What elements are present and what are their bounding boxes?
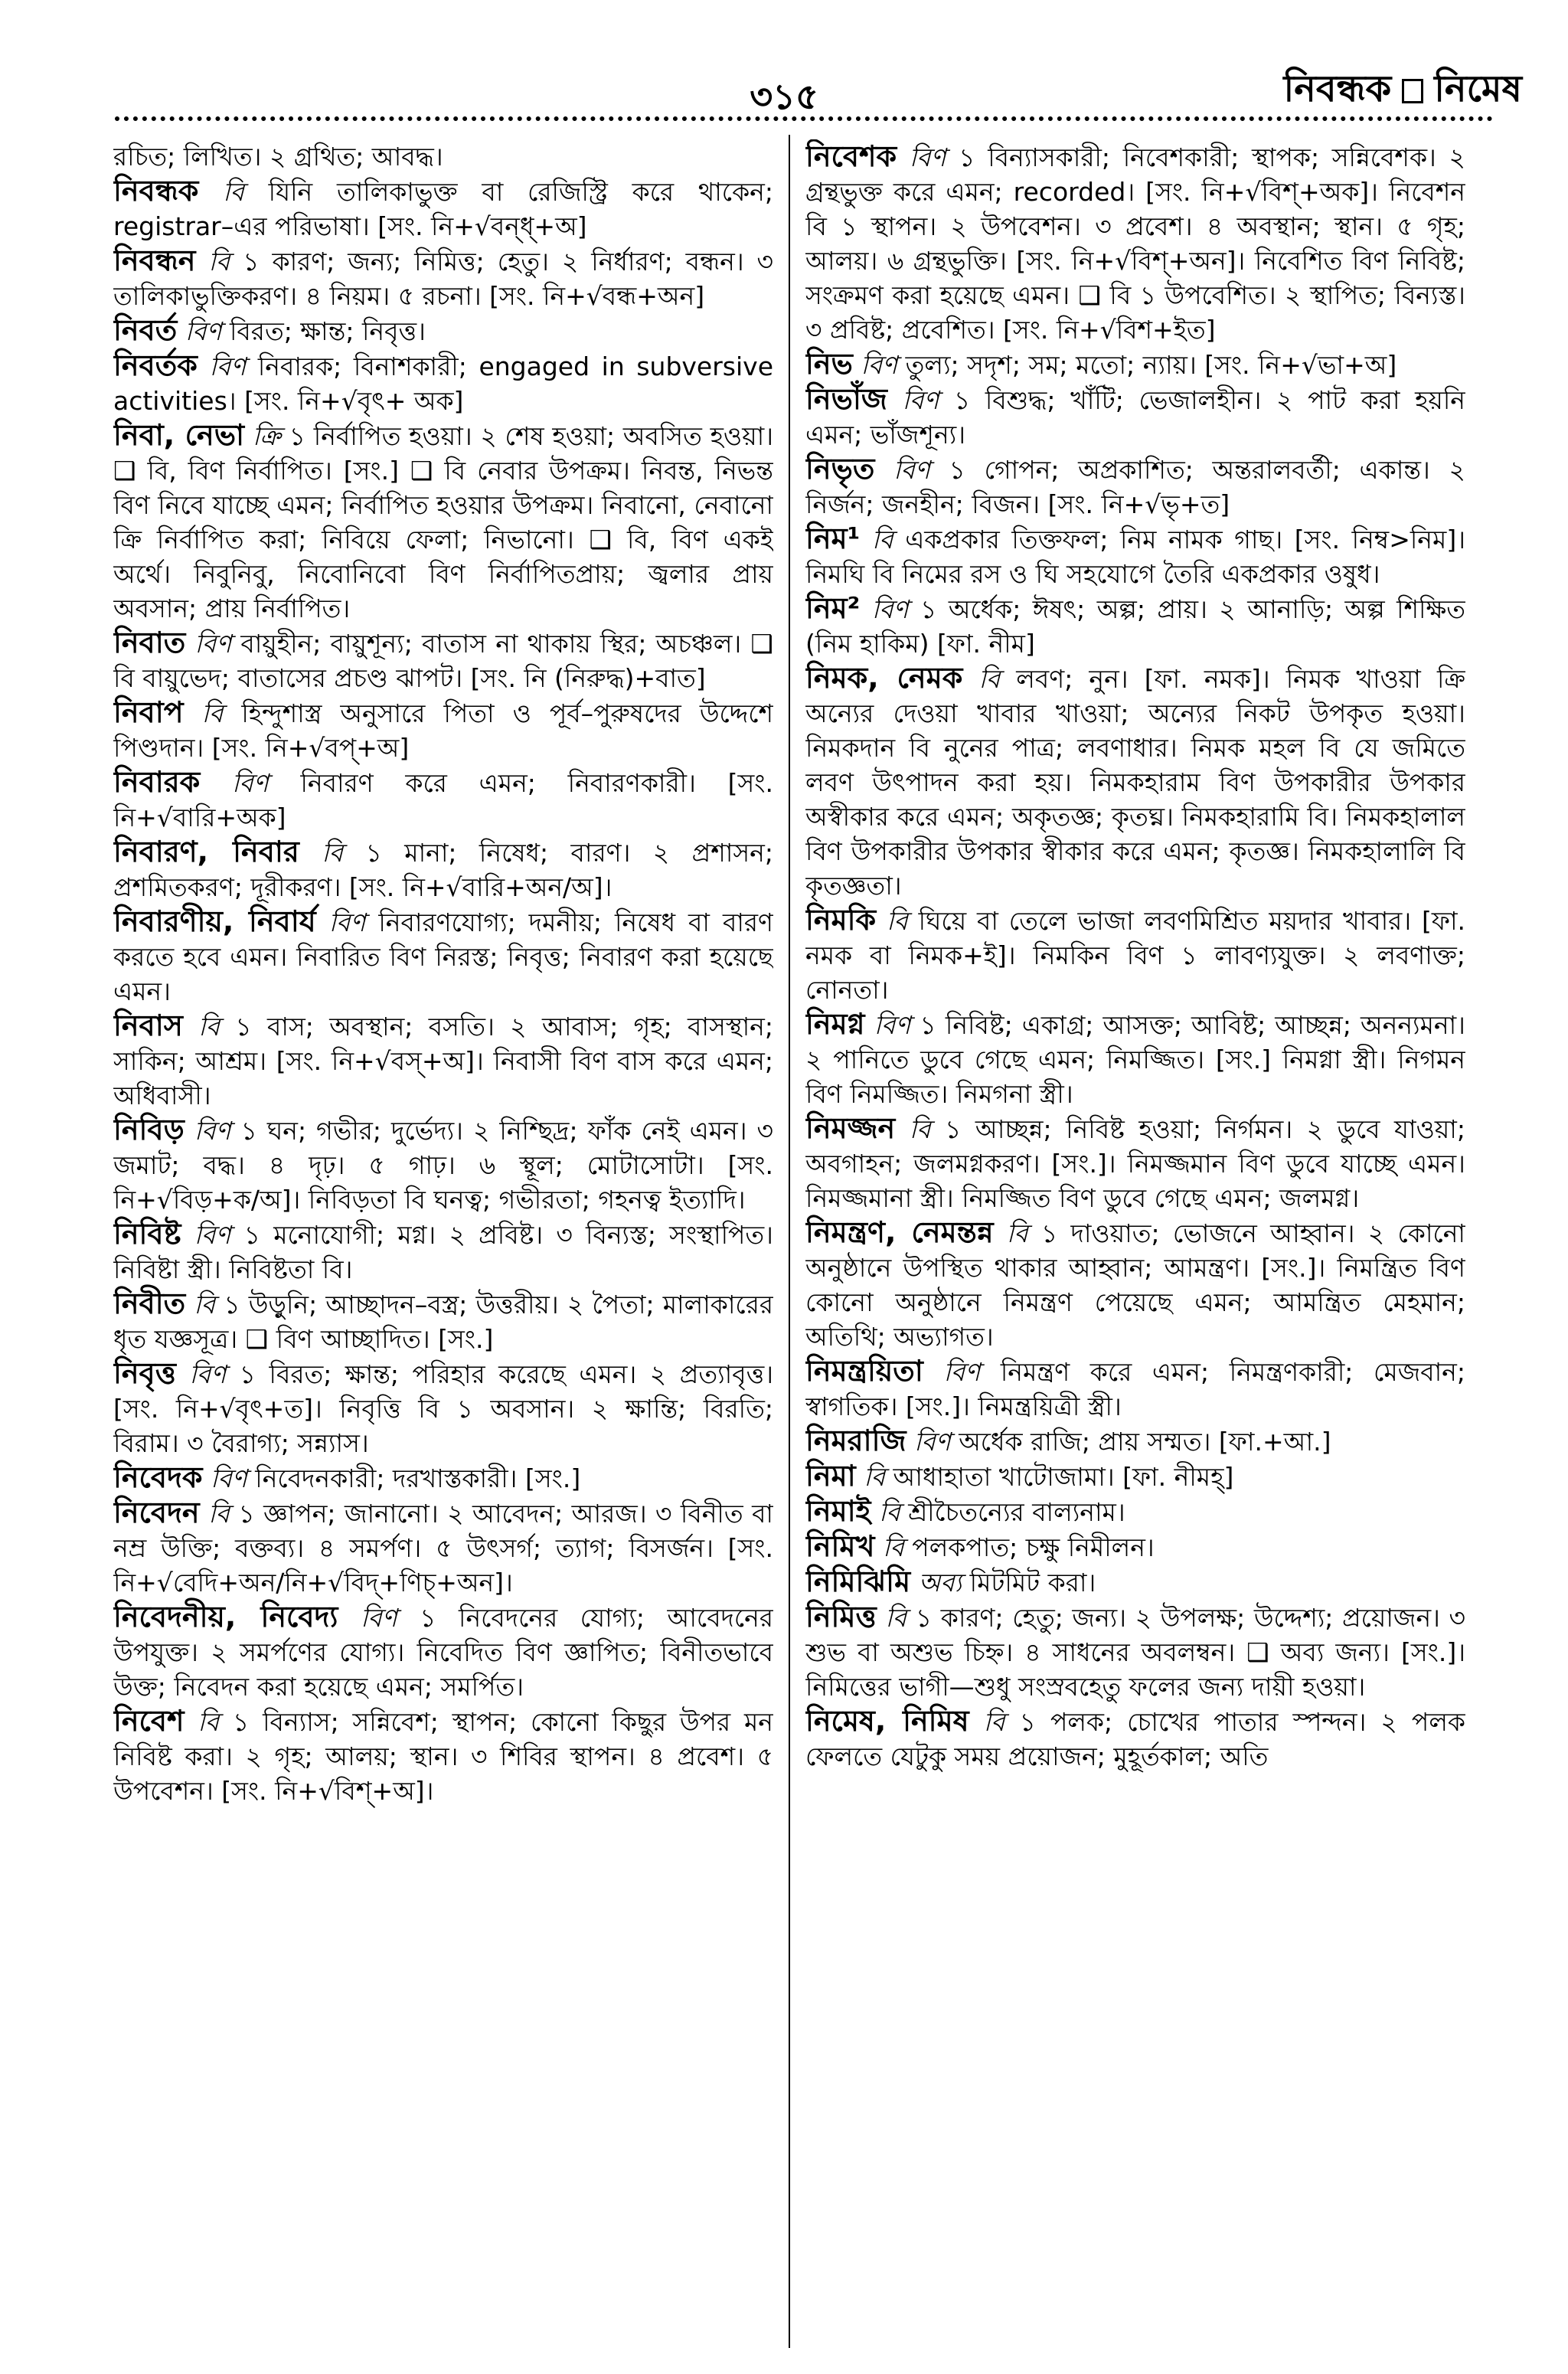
dictionary-entry (113, 835, 773, 904)
entry-part-of-speech: অব্য (918, 1568, 962, 1597)
dictionary-entry (805, 1215, 1465, 1354)
dictionary-entry (113, 1009, 773, 1113)
entry-headword: নিবর্তক (113, 348, 198, 382)
entry-headword: নিমন্ত্রণ, নেমন্তন্ন (805, 1215, 994, 1249)
dictionary-entry (805, 661, 1465, 903)
entry-part-of-speech: ক্রি (252, 421, 281, 451)
dictionary-entry (805, 1565, 1465, 1600)
entry-part-of-speech: বি (223, 177, 244, 207)
entry-headword: নিবীত (113, 1287, 186, 1320)
entry-headword: নিভৃত (805, 452, 875, 486)
entry-definition: আধাহাতা খাটোজামা। [ফা. নীমহ্] (893, 1462, 1234, 1492)
dictionary-entry (113, 1287, 773, 1356)
entry-part-of-speech: বি (983, 1707, 1005, 1737)
entry-headword: নিবারণ, নিবার (113, 835, 299, 868)
entry-part-of-speech: বিণ (194, 629, 232, 659)
dictionary-entry (805, 1354, 1465, 1424)
dictionary-entry (805, 1600, 1465, 1704)
entry-definition: লবণ; নুন। [ফা. নমক]। নিমক খাওয়া ক্রি অন্যের দেওয়া খাবার খাওয়া; অন্যের নিকট উপকৃত হওয়া। নিমকদান বি নুনের পাত্র; লবণাধার। নিমক মহল বি যে জমিতে লবণ উৎপাদন করা হয়। নিমকহারাম বিণ উপকারীর উপকার অস্বীকার করে এমন; অকৃতজ্ঞ; কৃতঘ্ন। নিমকহারামি বি। নিমকহালাল বিণ উপকারীর উপকার স্বীকার করে এমন; কৃতজ্ঞ। নিমকহালালি বি কৃতজ্ঞতা। (805, 664, 1465, 901)
first-guide-word: নিবন্ধক (1283, 67, 1392, 110)
entry-part-of-speech: বি (886, 906, 908, 936)
entry-headword: নিমিখ (805, 1529, 875, 1563)
entry-definition: ১ পলক; চোখের পাতার স্পন্দন। ২ পলক ফেলতে যেটুকু সময় প্রয়োজন; মুহূর্তকাল; অতি (805, 1707, 1465, 1771)
entry-definition: বায়ুহীন; বায়ুশূন্য; বাতাস না থাকায় স্থির; অচঞ্চল। ❑ বি বায়ুভেদ; বাতাসের প্রচণ্ড ঝাপট। [সং. নি (নিরুদ্ধ)+বাত] (113, 629, 773, 693)
entry-definition: ঘিয়ে বা তেলে ভাজা লবণমিশ্রিত ময়দার খাবার। [ফা. নমক বা নিমক+ই]। নিমকিন বিণ ১ লাবণ্যযুক্ত। ২ লবণাক্ত; নোনতা। (805, 906, 1465, 1005)
entry-part-of-speech: বিণ (913, 1427, 951, 1457)
entry-headword: নিমা (805, 1459, 856, 1493)
entry-definition: ১ গোপন; অপ্রকাশিত; অন্তরালবর্তী; একান্ত। ২ নির্জন; জনহীন; বিজন। [সং. নি+√ভৃ+ত] (805, 455, 1465, 519)
entry-definition: ১ নিবিষ্ট; একাগ্র; আসক্ত; আবিষ্ট; আচ্ছন্ন; অনন্যমনা। ২ পানিতে ডুবে গেছে এমন; নিমজ্জিত। [সং.] নিমগ্না স্ত্রী। নিগমন বিণ নিমজ্জিত। নিমগনা স্ত্রী। (805, 1010, 1465, 1109)
dictionary-entry (805, 1424, 1465, 1459)
entry-headword: নিবেদক (113, 1460, 203, 1494)
dictionary-entry (113, 1113, 773, 1217)
dictionary-entry (113, 695, 773, 765)
dictionary-entry (113, 765, 773, 835)
entry-definition: একপ্রকার তিক্তফল; নিম নামক গাছ। [সং. নিম্ব>নিম]। নিমঘি বি নিমের রস ও ঘি সহযোগে তৈরি একপ্রকার ওষুধ। (805, 525, 1465, 589)
dictionary-entry (805, 382, 1465, 452)
dictionary-entry (805, 1704, 1465, 1774)
entry-definition: ১ বিন্যাসকারী; নিবেশকারী; স্থাপক; সন্নিবেশক। ২ গ্রন্থভুক্ত করে এমন; recorded। [সং. নি+√বিশ্+অক]। নিবেশন বি ১ স্থাপন। ২ উপবেশন। ৩ প্রবেশ। ৪ অবস্থান; স্থান। ৫ গৃহ; আলয়। ৬ গ্রন্থভুক্তি। [সং. নি+√বিশ্+অন]। নিবেশিত বিণ নিবিষ্ট; সংক্রমণ করা হয়েছে এমন। ❑ বি ১ উপবেশিত। ২ স্থাপিত; বিন্যস্ত। ৩ প্রবিষ্ট; প্রবেশিত। [সং. নি+√বিশ+ইত] (805, 142, 1465, 345)
entry-definition: তুল্য; সদৃশ; সম; মতো; ন্যায়। [সং. নি+√ভা+অ] (905, 350, 1397, 380)
entry-definition: ১ ঘন; গভীর; দুর্ভেদ্য। ২ নিশ্ছিদ্র; ফাঁক নেই এমন। ৩ জমাট; বদ্ধ। ৪ দৃঢ়। ৫ গাঢ়। ৬ স্থূল; মোটাসোটা। [সং. নি+√বিড়+ক/অ]। নিবিড়তা বি ঘনত্ব; গভীরতা; গহনত্ব ইত্যাদি। (113, 1116, 773, 1215)
entry-part-of-speech: বি (194, 1290, 216, 1319)
dictionary-entry (805, 1111, 1465, 1215)
entry-headword: নিম² (805, 591, 861, 625)
dictionary-entry (805, 522, 1465, 591)
entry-definition: ১ জ্ঞাপন; জানানো। ২ আবেদন; আরজ। ৩ বিনীত বা নম্র উক্তি; বক্তব্য। ৪ সমর্পণ। ৫ উৎসর্গ; ত্যাগ; বিসর্জন। [সং. নি+√বেদি+অন/নি+√বিদ্+ণিচ্+অন]। (113, 1499, 773, 1597)
dictionary-entry (113, 1704, 773, 1808)
dictionary-entry (113, 904, 773, 1009)
entry-headword: নিম¹ (805, 522, 861, 555)
entry-headword: নিমগ্ন (805, 1007, 865, 1041)
entry-part-of-speech: বি (1006, 1218, 1028, 1248)
dictionary-entry (113, 174, 773, 244)
guide-separator (1402, 79, 1423, 103)
entry-headword: নিমেষ, নিমিষ (805, 1704, 969, 1738)
entry-part-of-speech: বি (909, 1114, 931, 1144)
entry-part-of-speech: বি (208, 247, 230, 276)
dictionary-entry (113, 1600, 773, 1704)
entry-part-of-speech: বি (322, 838, 344, 868)
entry-definition: ১ বাস; অবস্থান; বসতি। ২ আবাস; গৃহ; বাসস্থান; সাকিন; আশ্রম। [সং. নি+√বস্+অ]। নিবাসী বিণ বাস করে এমন; অধিবাসী। (113, 1012, 773, 1110)
entry-definition: ১ দাওয়াত; ভোজনে আহ্বান। ২ কোনো অনুষ্ঠানে উপস্থিত থাকার আহ্বান; আমন্ত্রণ। [সং.]। নিমন্ত্রিত বিণ কোনো অনুষ্ঠানে নিমন্ত্রণ পেয়েছে এমন; আমন্ত্রিত মেহমান; অতিথি; অভ্যাগত। (805, 1218, 1465, 1352)
entry-definition: শ্রীচৈতন্যের বাল্যনাম। (908, 1497, 1125, 1527)
dictionary-entry (805, 452, 1465, 522)
entry-definition: ১ বিশুদ্ধ; খাঁটি; ভেজালহীন। ২ পাট করা হয়নি এমন; ভাঁজশূন্য। (805, 385, 1465, 450)
entry-part-of-speech: বি (978, 664, 1001, 694)
entry-definition: ১ মানা; নিষেধ; বারণ। ২ প্রশাসন; প্রশমিতকরণ; দূরীকরণ। [সং. নি+√বারি+অন/অ]। (113, 838, 773, 902)
entry-definition: ১ নিবেদনের যোগ্য; আবেদনের উপযুক্ত। ২ সমর্পণের যোগ্য। নিবেদিত বিণ জ্ঞাপিত; বিনীতভাবে উক্ত; নিবেদন করা হয়েছে এমন; সমর্পিত। (113, 1603, 773, 1702)
entry-headword: নিবিড় (113, 1113, 185, 1146)
entry-part-of-speech: বিণ (185, 316, 222, 346)
entry-definition: ১ মনোযোগী; মগ্ন। ২ প্রবিষ্ট। ৩ বিন্যস্ত; সংস্থাপিত। নিবিষ্টা স্ত্রী। নিবিষ্টতা বি। (113, 1220, 773, 1284)
entry-headword: নিবেদনীয়, নিবেদ্য (113, 1600, 338, 1633)
dictionary-entry (805, 903, 1465, 1007)
dictionary-entry (805, 139, 1465, 347)
dictionary-entry (113, 348, 773, 418)
right-column (805, 139, 1465, 2345)
dictionary-entry (805, 1007, 1465, 1111)
entry-headword: নিবেদন (113, 1496, 200, 1529)
dictionary-entry (113, 244, 773, 313)
entry-definition: ১ বিরত; ক্ষান্ত; পরিহার করেছে এমন। ২ প্রত্যাবৃত্ত। [সং. নি+√বৃৎ+ত]। নিবৃত্তি বি ১ অবসান। ২ ক্ষান্তি; বিরতি; বিরাম। ৩ বৈরাগ্য; সন্ন্যাস। (113, 1359, 773, 1458)
entry-part-of-speech: বি (878, 1497, 900, 1527)
dictionary-entry (113, 1460, 773, 1496)
entry-part-of-speech: বি (208, 1499, 230, 1529)
entry-definition: অর্ধেক রাজি; প্রায় সম্মত। [ফা.+আ.] (959, 1427, 1331, 1457)
entry-definition: মিটমিট করা। (969, 1568, 1096, 1597)
dictionary-entry (805, 1459, 1465, 1494)
entry-definition: যিনি তালিকাভুক্ত বা রেজিস্ট্রি করে থাকেন; registrar–এর পরিভাষা। [সং. নি+√বন্ধ্+অ] (113, 177, 773, 241)
entry-headword: নিবেশ (113, 1704, 185, 1738)
entry-definition: ১ কারণ; হেতু; জন্য। ২ উপলক্ষ; উদ্দেশ্য; প্রয়োজন। ৩ শুভ বা অশুভ চিহ্ন। ৪ সাধনের অবলম্বন। ❑ অব্য জন্য। [সং.]। নিমিত্তের ভাগী—শুধু সংস্রবহেতু ফলের জন্য দায়ী হওয়া। (805, 1603, 1465, 1702)
entry-definition: নিবারক; বিনাশকারী; engaged in subversive activities। [সং. নি+√বৃৎ+ অক] (113, 352, 773, 416)
column-divider (789, 135, 790, 2348)
entry-part-of-speech: বি (198, 1012, 220, 1041)
entry-headword: নিমজ্জন (805, 1111, 896, 1145)
entry-headword: নিবারক (113, 765, 201, 799)
entry-part-of-speech: বি (885, 1603, 907, 1633)
dictionary-entry (113, 1496, 773, 1600)
entry-definition: বিরত; ক্ষান্ত; নিবৃত্ত। (229, 316, 426, 346)
entry-part-of-speech: বিণ (328, 907, 366, 937)
entry-part-of-speech: বিণ (231, 768, 269, 798)
header-rule (115, 116, 1493, 121)
entry-part-of-speech: বি (871, 525, 893, 554)
dictionary-entry (113, 626, 773, 695)
entry-definition: ১ নির্বাপিত হওয়া। ২ শেষ হওয়া; অবসিত হওয়া। ❑ বি, বিণ নির্বাপিত। [সং.] ❑ বি নেবার উপক্রম। নিবন্ত, নিভন্ত বিণ নিবে যাচ্ছে এমন; নির্বাপিত হওয়ার উপক্রম। নিবানো, নেবানো ক্রি নির্বাপিত করা; নিবিয়ে ফেলা; নিভানো। ❑ বি, বিণ একই অর্থে। নিবুনিবু, নিবোনিবো বিণ নির্বাপিতপ্রায়; জ্বলার প্রায় অবসান; প্রায় নির্বাপিত। (113, 421, 773, 623)
entry-definition: ১ আচ্ছন্ন; নিবিষ্ট হওয়া; নির্গমন। ২ ডুবে যাওয়া; অবগাহন; জলমগ্নকরণ। [সং.]। নিমজ্জমান বিণ ডুবে যাচ্ছে এমন। নিমজ্জমানা স্ত্রী। নিমজ্জিত বিণ ডুবে গেছে এমন; জলমগ্ন। (805, 1114, 1465, 1213)
entry-part-of-speech: বিণ (189, 1359, 227, 1389)
entry-headword: নিবৃত্ত (113, 1356, 176, 1390)
entry-part-of-speech: বি (864, 1462, 885, 1492)
entry-part-of-speech: বিণ (360, 1603, 397, 1633)
entry-definition: নিবারণযোগ্য; দমনীয়; নিষেধ বা বারণ করতে হবে এমন। নিবারিত বিণ নিরস্ত; নিবৃত্ত; নিবারণ করা হয়েছে এমন। (113, 907, 773, 1006)
dictionary-entry (113, 418, 773, 626)
entry-headword: নিবন্ধক (113, 174, 199, 208)
entry-part-of-speech: বিণ (943, 1357, 981, 1387)
entry-headword: নিবাত (113, 626, 186, 659)
entry-part-of-speech: বি (198, 1707, 220, 1737)
dictionary-entry (113, 139, 773, 174)
entry-part-of-speech: বি (201, 698, 224, 728)
entry-part-of-speech: বিণ (209, 352, 247, 381)
entry-headword: নিবাস (113, 1009, 183, 1042)
dictionary-entry (113, 1217, 773, 1287)
entry-definition: ১ অর্ধেক; ঈষৎ; অল্প; প্রায়। ২ আনাড়ি; অল্প শিক্ষিত (নিম হাকিম) [ফা. নীম] (805, 594, 1465, 659)
entry-definition: পলকপাত; চক্ষু নিমীলন। (912, 1532, 1155, 1562)
entry-headword: নিভ (805, 347, 853, 381)
entry-definition: ১ উড়ুনি; আচ্ছাদন–বস্ত্র; উত্তরীয়। ২ পৈতা; মালাকারের ধৃত যজ্ঞসূত্র। ❑ বিণ আচ্ছাদিত। [সং.] (113, 1290, 773, 1354)
entry-part-of-speech: বিণ (211, 1463, 247, 1493)
entry-headword: নিবন্ধন (113, 244, 196, 277)
entry-headword: নিভাঁজ (805, 382, 887, 416)
entry-headword: নিবারণীয়, নিবার্য (113, 904, 316, 938)
dictionary-entry (805, 1494, 1465, 1529)
entry-headword: নিমক, নেমক (805, 661, 963, 695)
entry-part-of-speech: বিণ (194, 1116, 231, 1146)
entry-part-of-speech: বিণ (861, 350, 898, 380)
entry-headword: নিমিত্ত (805, 1600, 877, 1633)
dictionary-entry (113, 313, 773, 348)
left-column (113, 139, 773, 2345)
entry-headword: নিবাপ (113, 695, 184, 729)
entry-headword: নিবেশক (805, 139, 897, 173)
entry-part-of-speech: বিণ (874, 1010, 911, 1040)
entry-definition: নিবেদনকারী; দরখাস্তকারী। [সং.] (255, 1463, 581, 1493)
entry-part-of-speech: বিণ (909, 142, 946, 172)
entry-headword: নিমাই (805, 1494, 871, 1528)
entry-part-of-speech: বিণ (194, 1220, 231, 1250)
entry-part-of-speech: বিণ (871, 594, 909, 624)
page-number: ৩১৫ (750, 76, 818, 117)
entry-part-of-speech: বিণ (893, 455, 930, 485)
entry-definition: রচিত; লিখিত। ২ গ্রথিত; আবদ্ধ। (113, 142, 443, 172)
entry-headword: নিবর্ত (113, 313, 178, 347)
entry-part-of-speech: বিণ (902, 385, 939, 415)
entry-headword: নিমকি (805, 903, 877, 937)
guide-words (1284, 61, 1523, 122)
entry-definition: হিন্দুশাস্ত্র অনুসারে পিতা ও পূর্ব–পুরুষদের উদ্দেশে পিণ্ডদান। [সং. নি+√বপ্+অ] (113, 698, 773, 763)
last-guide-word: নিমেষ (1434, 67, 1522, 110)
dictionary-entry (113, 1356, 773, 1460)
dictionary-entry (805, 591, 1465, 661)
dictionary-entry (805, 1529, 1465, 1565)
dictionary-entry (805, 347, 1465, 382)
entry-definition: নিবারণ করে এমন; নিবারণকারী। [সং. নি+√বারি+অক] (113, 768, 773, 832)
entry-headword: নিবিষ্ট (113, 1217, 181, 1251)
entry-definition: ১ কারণ; জন্য; নিমিত্ত; হেতু। ২ নির্ধারণ; বন্ধন। ৩ তালিকাভুক্তিকরণ। ৪ নিয়ম। ৫ রচনা। [সং. নি+√বন্ধ+অন] (113, 247, 773, 311)
entry-definition: ১ বিন্যাস; সন্নিবেশ; স্থাপন; কোনো কিছুর উপর মন নিবিষ্ট করা। ২ গৃহ; আলয়; স্থান। ৩ শিবির স্থাপন। ৪ প্রবেশ। ৫ উপবেশন। [সং. নি+√বিশ্+অ]। (113, 1707, 773, 1806)
entry-part-of-speech: বি (882, 1532, 904, 1562)
entry-headword: নিমন্ত্রয়িতা (805, 1354, 923, 1388)
entry-headword: নিমিঝিমি (805, 1565, 911, 1598)
entry-headword: নিমরাজি (805, 1424, 906, 1457)
entry-headword: নিবা, নেভা (113, 418, 245, 452)
entry-definition: নিমন্ত্রণ করে এমন; নিমন্ত্রণকারী; মেজবান; স্বাগতিক। [সং.]। নিমন্ত্রয়িত্রী স্ত্রী। (805, 1357, 1465, 1421)
